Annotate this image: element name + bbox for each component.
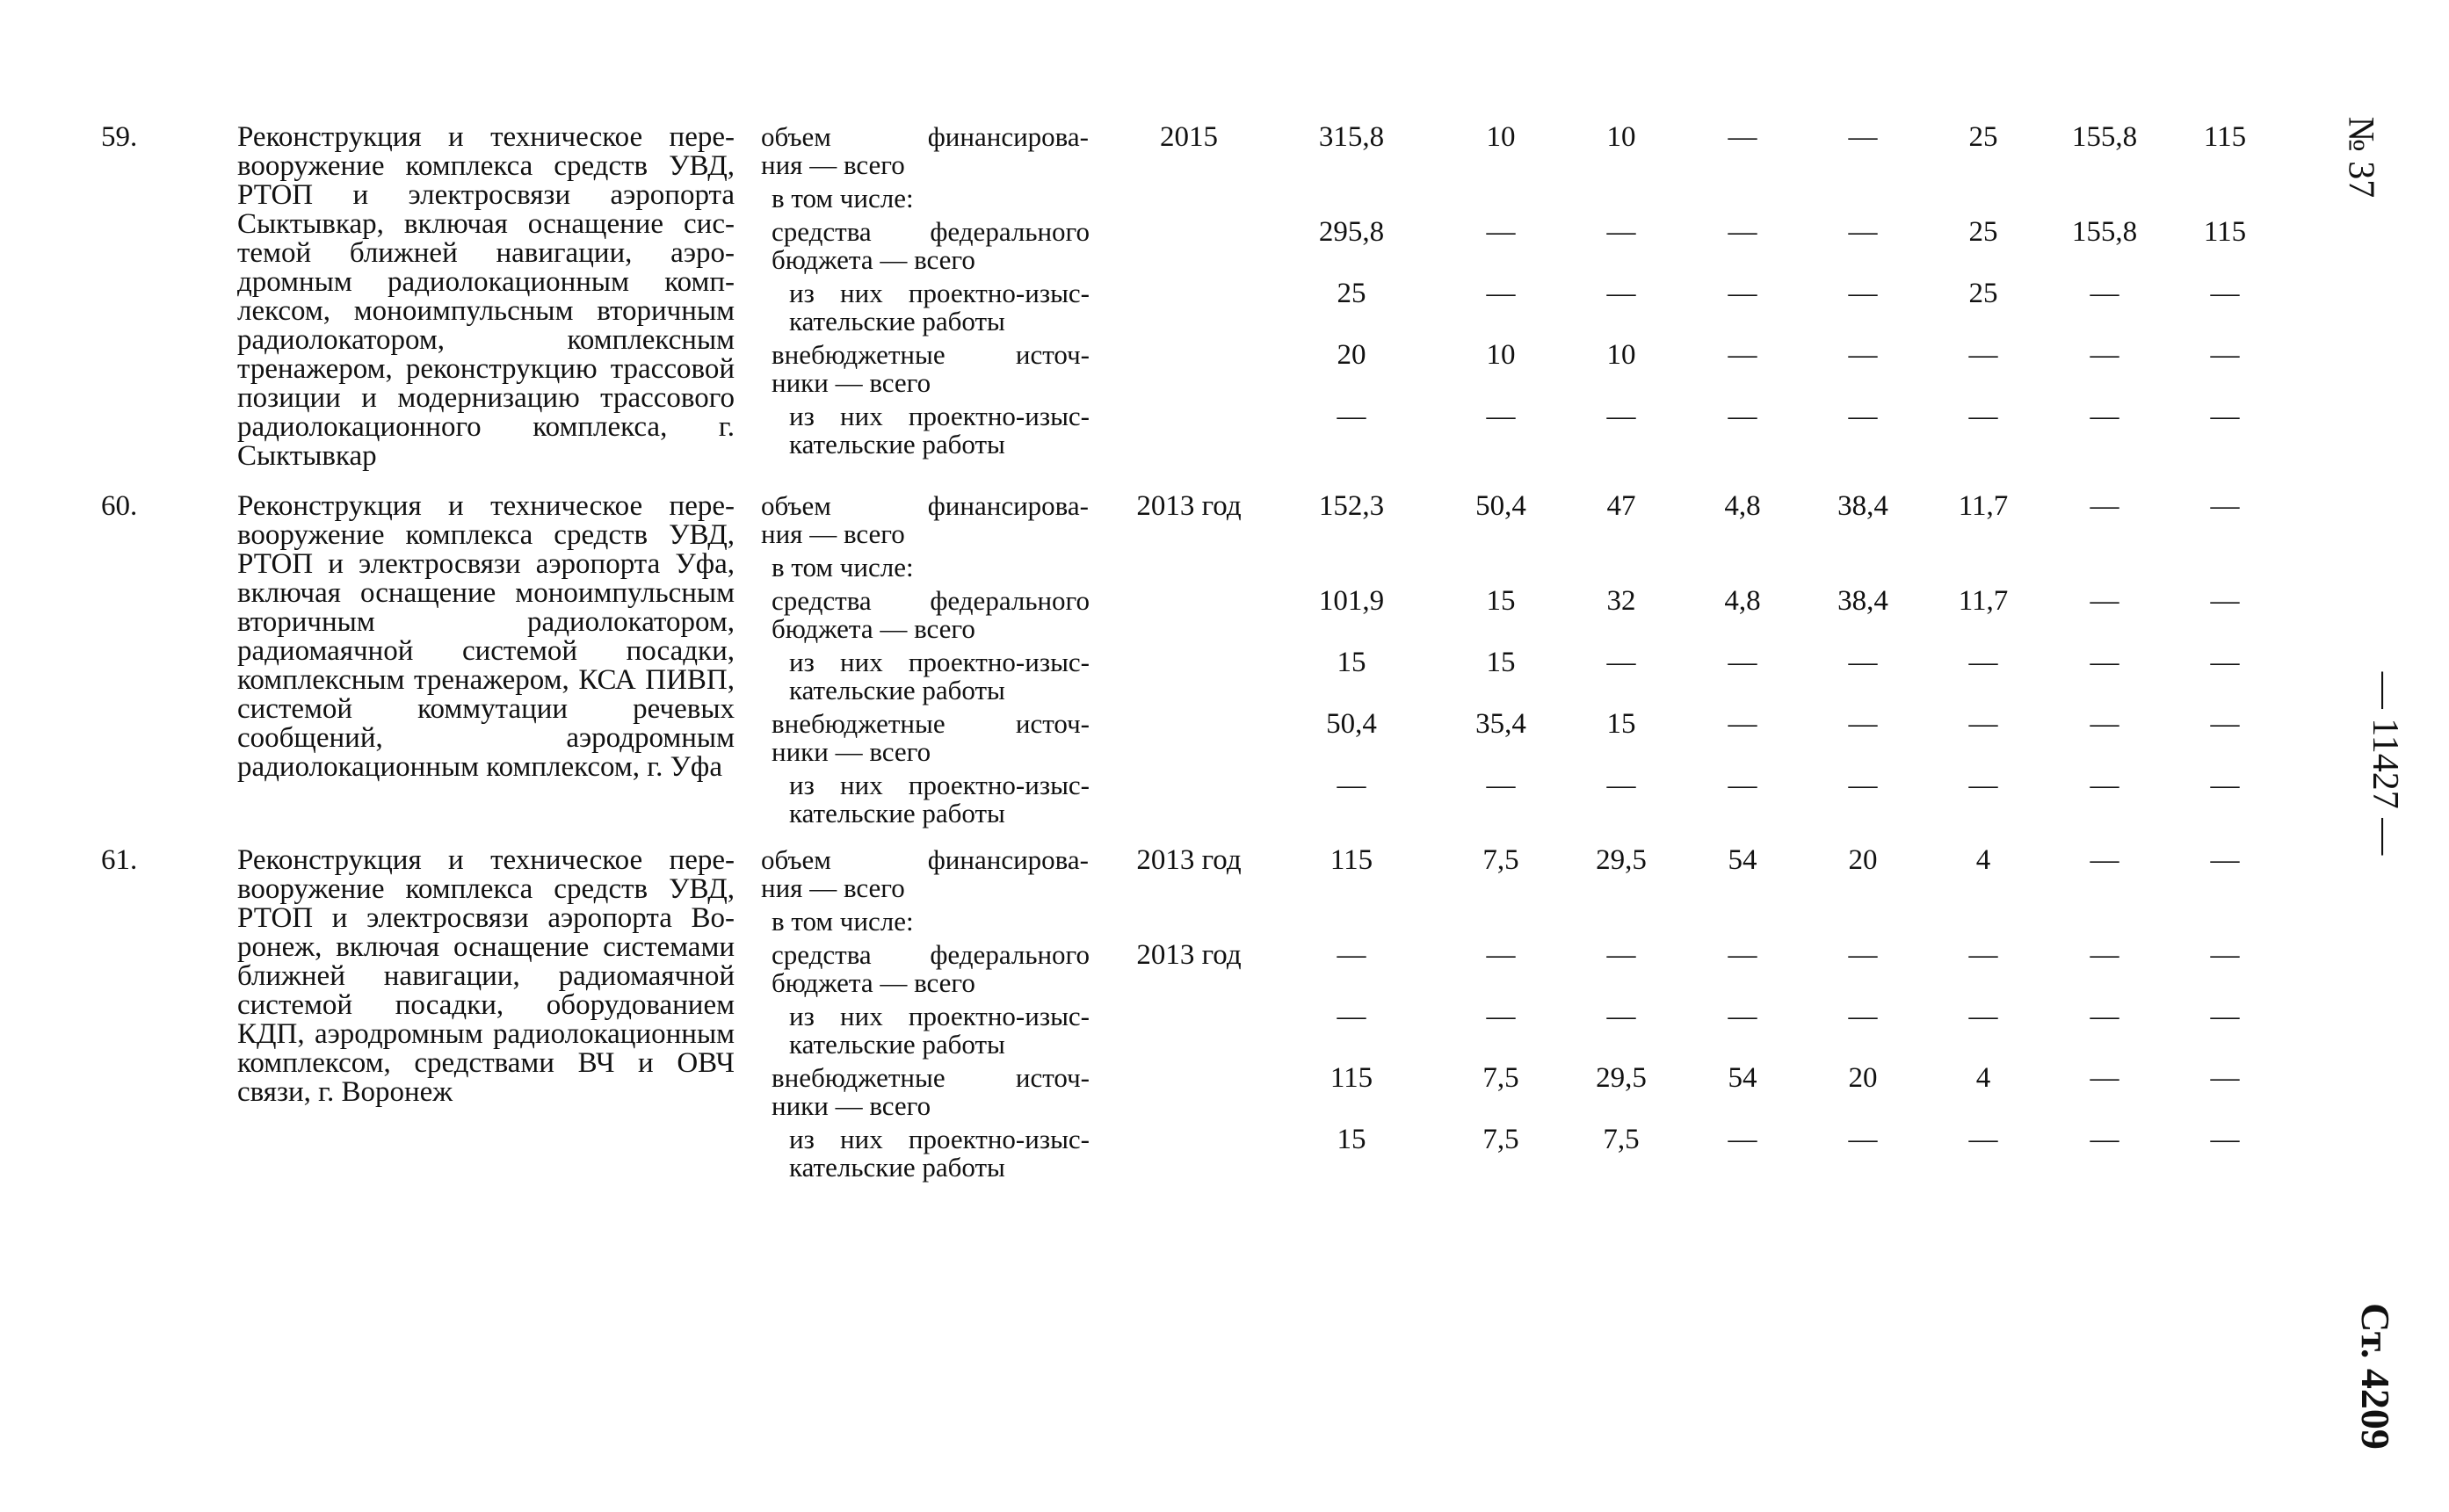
table-cell: 315,8 bbox=[1318, 121, 1385, 153]
row-label-line-2: кательские работы bbox=[789, 675, 1005, 705]
table-cell: 10 bbox=[1486, 339, 1516, 371]
table-cell: — bbox=[2090, 585, 2119, 617]
row-label-line-1: в том числе: bbox=[772, 906, 914, 937]
table-cell: — bbox=[1848, 708, 1878, 740]
row-label-line-2: ники — всего bbox=[772, 1090, 931, 1121]
table-row bbox=[0, 710, 2285, 771]
table-cell: — bbox=[1486, 216, 1516, 248]
row-label-line-2: ния — всего bbox=[761, 518, 905, 549]
table-cell: — bbox=[1728, 121, 1757, 153]
table-cell: — bbox=[1848, 770, 1878, 801]
table-cell: — bbox=[1606, 939, 1636, 971]
table-cell: 54 bbox=[1728, 844, 1757, 876]
table-cell: 7,5 bbox=[1482, 1062, 1519, 1094]
table-cell: 29,5 bbox=[1596, 1062, 1647, 1094]
table-cell: — bbox=[1848, 939, 1878, 971]
table-cell: — bbox=[2210, 647, 2240, 678]
table-cell: 32 bbox=[1606, 585, 1636, 617]
table-cell: — bbox=[2210, 1001, 2240, 1032]
table-row bbox=[0, 218, 2285, 279]
table-cell: — bbox=[2210, 1062, 2240, 1094]
table-row bbox=[0, 279, 2285, 341]
table-cell: 10 bbox=[1486, 121, 1516, 153]
table-cell: — bbox=[2210, 770, 2240, 801]
row-label bbox=[772, 218, 1090, 274]
table-row bbox=[0, 846, 2285, 908]
table-cell: — bbox=[1728, 708, 1757, 740]
row-label-line-2: бюджета — всего bbox=[772, 244, 975, 275]
table-cell: — bbox=[2090, 708, 2119, 740]
table-cell: — bbox=[1728, 1001, 1757, 1032]
table-cell: 11,7 bbox=[1958, 490, 2009, 522]
table-cell: — bbox=[1848, 121, 1878, 153]
table-cell: — bbox=[2210, 844, 2240, 876]
row-label-line-1: средства федерального bbox=[772, 939, 1090, 970]
table-cell: — bbox=[1968, 1001, 1998, 1032]
table-cell: 47 bbox=[1606, 490, 1636, 522]
table-cell: — bbox=[1848, 339, 1878, 371]
table-cell: 38,4 bbox=[1837, 585, 1888, 617]
table-cell: — bbox=[2090, 1124, 2119, 1155]
table-cell: 20 bbox=[1337, 339, 1366, 371]
table-cell: 4,8 bbox=[1724, 585, 1761, 617]
table-cell: 7,5 bbox=[1482, 844, 1519, 876]
table-cell: 115 bbox=[1330, 844, 1373, 876]
entry-year: 2013 год bbox=[1136, 844, 1242, 876]
row-label-line-1: внебюджетные источ- bbox=[772, 1062, 1090, 1093]
table-cell: 54 bbox=[1728, 1062, 1757, 1094]
table-cell: — bbox=[2090, 1062, 2119, 1094]
entry-description: Реконструкция и техническое перевооружение комплекса средств УВД, РТОП и электросвязи аэропорта Воронеж, включая оснащение системами ближней навигации, радиомаячной системой посадки, оборудованием КДП, аэродромным радиолокационным комплексом, средствами ВЧ и ОВЧ связи, г. Воронеж bbox=[237, 844, 735, 1108]
table-cell: — bbox=[1728, 647, 1757, 678]
row-label-line-2: бюджета — всего bbox=[772, 613, 975, 644]
row-label-line-1: из них проектно-изыс- bbox=[789, 647, 1090, 677]
row-label-line-2: бюджета — всего bbox=[772, 967, 975, 998]
table-cell: 25 bbox=[1337, 278, 1366, 309]
table-cell: — bbox=[2090, 844, 2119, 876]
row-label bbox=[772, 941, 1090, 997]
row-label-line-1: объем финансирова- bbox=[761, 490, 1089, 521]
table-cell: — bbox=[1728, 401, 1757, 432]
table-cell: — bbox=[1968, 401, 1998, 432]
row-label-line-1: средства федерального bbox=[772, 585, 1090, 616]
table-cell: — bbox=[1728, 939, 1757, 971]
table-cell: 115 bbox=[2203, 121, 2247, 153]
row-label bbox=[761, 492, 1089, 548]
row-label-line-1: из них проектно-изыс- bbox=[789, 401, 1090, 431]
row-label-line-2: кательские работы bbox=[789, 798, 1005, 828]
table-cell: — bbox=[1606, 278, 1636, 309]
row-label-line-2: ния — всего bbox=[761, 872, 905, 903]
table-cell: 15 bbox=[1486, 585, 1516, 617]
table-cell: 35,4 bbox=[1475, 708, 1526, 740]
row-label-line-1: внебюджетные источ- bbox=[772, 708, 1090, 739]
page-number: Ст. 4209 bbox=[2352, 1303, 2398, 1450]
table-cell: 10 bbox=[1606, 121, 1636, 153]
table-cell: — bbox=[1606, 401, 1636, 432]
table-cell: 115 bbox=[1330, 1062, 1373, 1094]
table-cell: 7,5 bbox=[1603, 1124, 1640, 1155]
row-label bbox=[772, 184, 1090, 213]
table-cell: — bbox=[2210, 339, 2240, 371]
row-label-line-2: кательские работы bbox=[789, 1152, 1005, 1183]
entry-description: Реконструкция и техническое перевооружение комплекса средств УВД, РТОП и электросвязи аэропорта Уфа, включая оснащение моноимпульсным вторичным радиолокатором, радиомаячной системой посадки, комплексным тренажером, КСА ПИВП, системой коммутации речевых сообщений, аэродромным радиолокационным комплексом, г. Уфа bbox=[237, 490, 735, 783]
row-label-line-1: объем финансирова- bbox=[761, 844, 1089, 875]
table-cell: 20 bbox=[1848, 1062, 1878, 1094]
entry-year: 2013 год bbox=[1136, 490, 1242, 522]
table-cell: 11,7 bbox=[1958, 585, 2009, 617]
table-cell: — bbox=[1337, 939, 1366, 971]
table-cell: 29,5 bbox=[1596, 844, 1647, 876]
table-cell: — bbox=[1848, 278, 1878, 309]
row-label bbox=[772, 1064, 1090, 1120]
entry-number: 59. bbox=[101, 121, 138, 153]
table-cell: 15 bbox=[1337, 647, 1366, 678]
row-label-line-2: ники — всего bbox=[772, 736, 931, 767]
table-cell: — bbox=[1486, 401, 1516, 432]
table-cell: — bbox=[1606, 1001, 1636, 1032]
table-row bbox=[0, 1064, 2285, 1125]
table-cell: 155,8 bbox=[2071, 216, 2138, 248]
row-label-line-2: ники — всего bbox=[772, 367, 931, 398]
table-cell: 50,4 bbox=[1326, 708, 1377, 740]
row-label-line-1: объем финансирова- bbox=[761, 121, 1089, 152]
row-label bbox=[761, 846, 1089, 902]
table-cell: 25 bbox=[1968, 121, 1998, 153]
table-cell: — bbox=[1848, 1124, 1878, 1155]
table-cell: — bbox=[1848, 1001, 1878, 1032]
table-cell: — bbox=[1968, 339, 1998, 371]
entry-year: 2015 bbox=[1160, 121, 1218, 153]
row-label-line-1: из них проектно-изыс- bbox=[789, 770, 1090, 800]
table-cell: — bbox=[2090, 278, 2119, 309]
entry-description: Реконструкция и техническое перевооружение комплекса средств УВД, РТОП и электросвязи аэропорта Сыктывкар, включая оснащение системой ближней навигации, аэродромным радиолокационным комплексом, моноимпульсным вторичным радиолокатором, комплексным тренажером, реконструкцию трассовой позиции и модернизацию трассового радиолокационного комплекса, г. Сыктывкар bbox=[237, 121, 735, 472]
row-label-line-1: из них проектно-изыс- bbox=[789, 278, 1090, 308]
table-cell: 4 bbox=[1975, 1062, 1991, 1094]
row-label-line-2: ния — всего bbox=[761, 149, 905, 180]
row-label bbox=[772, 341, 1090, 397]
table-cell: — bbox=[2210, 401, 2240, 432]
table-cell: — bbox=[2210, 708, 2240, 740]
table-cell: — bbox=[2210, 490, 2240, 522]
row-label bbox=[789, 279, 1090, 336]
row-label-line-1: средства федерального bbox=[772, 216, 1090, 247]
row-label bbox=[761, 123, 1089, 179]
table-cell: 15 bbox=[1606, 708, 1636, 740]
table-cell: — bbox=[1337, 770, 1366, 801]
table-row bbox=[0, 1002, 2285, 1064]
table-cell: — bbox=[2210, 939, 2240, 971]
table-cell: 50,4 bbox=[1475, 490, 1526, 522]
table-cell: 38,4 bbox=[1837, 490, 1888, 522]
table-cell: — bbox=[1968, 770, 1998, 801]
table-cell: 20 bbox=[1848, 844, 1878, 876]
row-label-line-1: в том числе: bbox=[772, 552, 914, 582]
row-label-line-1: внебюджетные источ- bbox=[772, 339, 1090, 370]
row-label bbox=[789, 402, 1090, 459]
table-cell: 25 bbox=[1968, 216, 1998, 248]
table-row bbox=[0, 587, 2285, 648]
row-label-line-1: из них проектно-изыс- bbox=[789, 1124, 1090, 1154]
entry-number: 60. bbox=[101, 490, 138, 522]
table-cell: — bbox=[1728, 216, 1757, 248]
table-cell: — bbox=[2090, 647, 2119, 678]
table-cell: 152,3 bbox=[1318, 490, 1385, 522]
table-cell: 155,8 bbox=[2071, 121, 2138, 153]
table-cell: — bbox=[2210, 585, 2240, 617]
row-label bbox=[789, 1002, 1090, 1059]
table-row bbox=[0, 402, 2285, 464]
table-row bbox=[0, 1125, 2285, 1187]
table-row bbox=[0, 771, 2285, 833]
table-row bbox=[0, 492, 2285, 553]
table-cell: 10 bbox=[1606, 339, 1636, 371]
entry-year-secondary: 2013 год bbox=[1136, 939, 1242, 971]
table-cell: — bbox=[1848, 647, 1878, 678]
row-label-line-2: кательские работы bbox=[789, 306, 1005, 336]
table-row bbox=[0, 341, 2285, 402]
row-label bbox=[772, 553, 1090, 582]
table-cell: 295,8 bbox=[1318, 216, 1385, 248]
row-label-line-1: в том числе: bbox=[772, 183, 914, 213]
table-cell: — bbox=[1337, 1001, 1366, 1032]
table-cell: — bbox=[1486, 278, 1516, 309]
row-label bbox=[789, 771, 1090, 828]
table-cell: — bbox=[1728, 1124, 1757, 1155]
table-cell: 4,8 bbox=[1724, 490, 1761, 522]
row-label bbox=[772, 587, 1090, 643]
table-cell: 15 bbox=[1486, 647, 1516, 678]
table-cell: — bbox=[1848, 401, 1878, 432]
table-cell: — bbox=[2090, 401, 2119, 432]
issue-number: № 37 bbox=[2340, 116, 2381, 199]
table-cell: — bbox=[1848, 216, 1878, 248]
table-cell: — bbox=[1606, 770, 1636, 801]
table-cell: — bbox=[1968, 708, 1998, 740]
row-label bbox=[789, 648, 1090, 705]
table-cell: — bbox=[2210, 278, 2240, 309]
table-cell: 15 bbox=[1337, 1124, 1366, 1155]
table-cell: — bbox=[1728, 278, 1757, 309]
row-label-line-2: кательские работы bbox=[789, 429, 1005, 459]
table-cell: 4 bbox=[1975, 844, 1991, 876]
table-row bbox=[0, 123, 2285, 184]
entry-number: 61. bbox=[101, 844, 138, 876]
table-cell: 101,9 bbox=[1318, 585, 1385, 617]
table-cell: — bbox=[1337, 401, 1366, 432]
table-cell: — bbox=[1486, 1001, 1516, 1032]
table-cell: — bbox=[2090, 339, 2119, 371]
row-label bbox=[772, 908, 1090, 936]
table-cell: — bbox=[1606, 647, 1636, 678]
table-cell: — bbox=[2090, 490, 2119, 522]
table-cell: — bbox=[1606, 216, 1636, 248]
table-cell: 115 bbox=[2203, 216, 2247, 248]
table-row bbox=[0, 941, 2285, 1002]
table-cell: — bbox=[1968, 647, 1998, 678]
table-cell: — bbox=[2090, 1001, 2119, 1032]
row-label bbox=[789, 1125, 1090, 1182]
table-cell: — bbox=[1486, 770, 1516, 801]
table-row bbox=[0, 648, 2285, 710]
table-cell: — bbox=[2210, 1124, 2240, 1155]
row-label-line-2: кательские работы bbox=[789, 1029, 1005, 1060]
table-cell: — bbox=[2090, 770, 2119, 801]
table-cell: — bbox=[1486, 939, 1516, 971]
table-cell: — bbox=[1728, 770, 1757, 801]
table-cell: — bbox=[2090, 939, 2119, 971]
table-cell: 25 bbox=[1968, 278, 1998, 309]
page-range: — 11427 — bbox=[2365, 671, 2406, 856]
table-cell: — bbox=[1728, 339, 1757, 371]
table-cell: — bbox=[1968, 1124, 1998, 1155]
table-cell: — bbox=[1968, 939, 1998, 971]
table-cell: 7,5 bbox=[1482, 1124, 1519, 1155]
row-label bbox=[772, 710, 1090, 766]
row-label-line-1: из них проектно-изыс- bbox=[789, 1001, 1090, 1031]
